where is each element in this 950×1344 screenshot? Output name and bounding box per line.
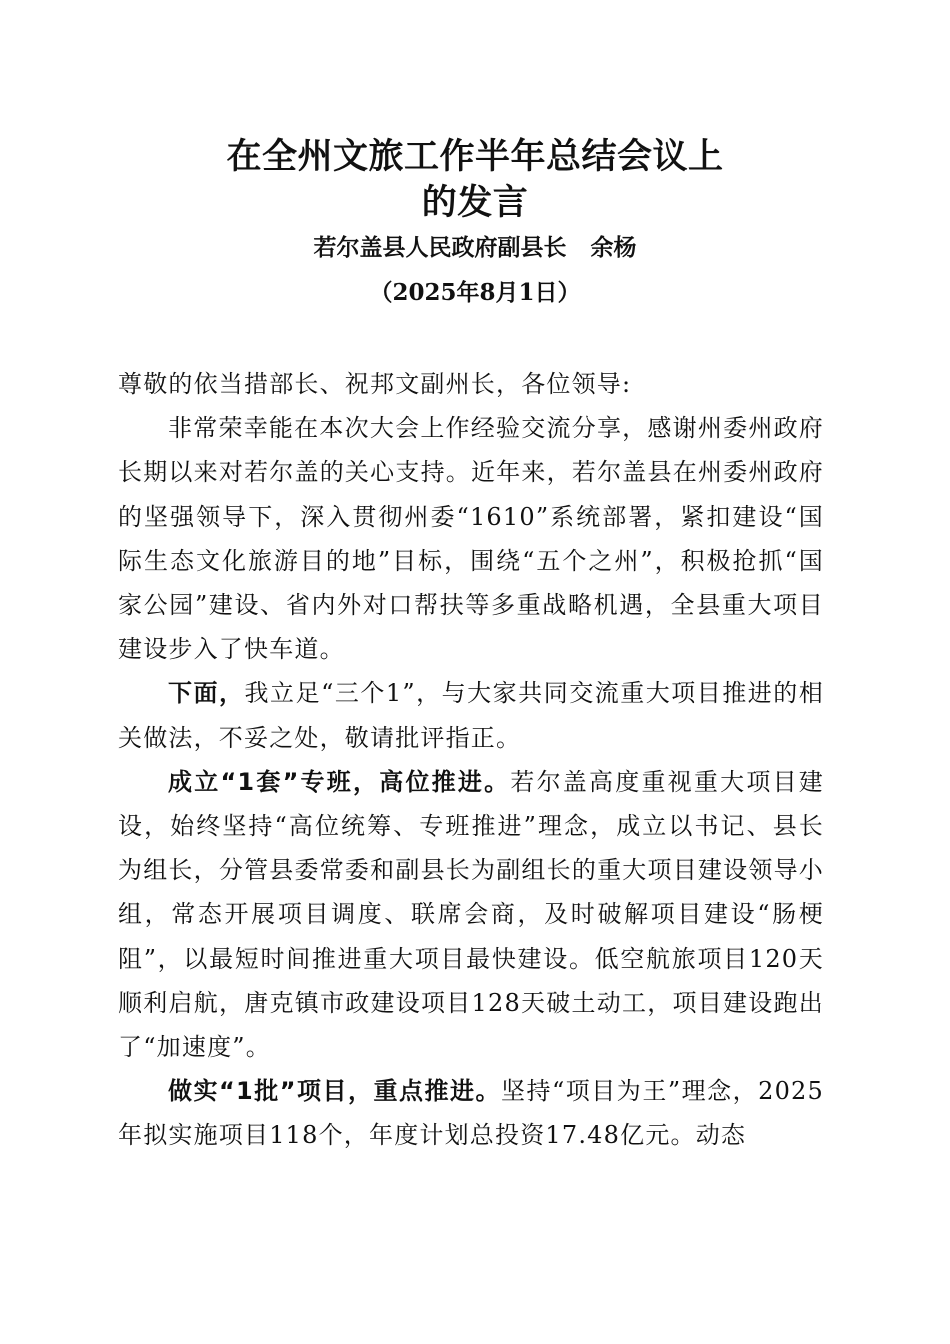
author-position: 若尔盖县人民政府副县长 <box>313 234 567 261</box>
salutation: 尊敬的依当措部长、祝邦文副州长，各位领导: <box>118 370 632 398</box>
paragraph-task-force-heading: 成立“1套”专班，高位推进。 <box>168 767 511 796</box>
document-body <box>118 362 824 1158</box>
paragraph-task-force <box>118 760 824 1069</box>
speech-date: （2025年8月1日） <box>369 279 581 306</box>
author-name: 余杨 <box>590 234 637 261</box>
paragraph-task-force-text: 若尔盖高度重视重大项目建设，始终坚持“高位统筹、专班推进”理念，成立以书记、县长为组长，分管县委常委和副县长为副组长的重大项目建设领导小组，常态开展项目调度、联席会商，及时破解项目建设“肠梗阻”，以最短时间推进重大项目最快建设。低空航旅项目120天顺利启航，唐克镇市政建设项目128天破土动工，项目建设跑出了“加速度”。 <box>118 767 824 1062</box>
document-title-line-2: 的发言 <box>421 182 529 223</box>
paragraph-intro: 非常荣幸能在本次大会上作经验交流分享，感谢州委州政府长期以来对若尔盖的关心支持。近年来，若尔盖县在州委州政府的坚强领导下，深入贯彻州委“1610”系统部署，紧扣建设“国际生态文化旅游目的地”目标，围绕“五个之州”，积极抢抓“国家公园”建设、省内外对口帮扶等多重战略机遇，全县重大项目建设步入了快车道。 <box>118 414 824 664</box>
paragraph-overview <box>118 671 824 759</box>
paragraph-overview-lead: 下面， <box>168 679 245 708</box>
author-line <box>0 233 950 263</box>
paragraph-projects-heading: 做实“1批”项目，重点推进。 <box>168 1077 502 1106</box>
paragraph-projects <box>118 1069 824 1157</box>
paragraph-projects-text: 坚持“项目为王”理念，2025年拟实施项目118个，年度计划总投资17.48亿元。动态 <box>118 1077 824 1150</box>
document-title-line-1: 在全州文旅工作半年总结会议上 <box>226 136 724 177</box>
paragraph-overview-text: 我立足“三个1”，与大家共同交流重大项目推进的相关做法，不妥之处，敬请批评指正。 <box>118 679 825 752</box>
